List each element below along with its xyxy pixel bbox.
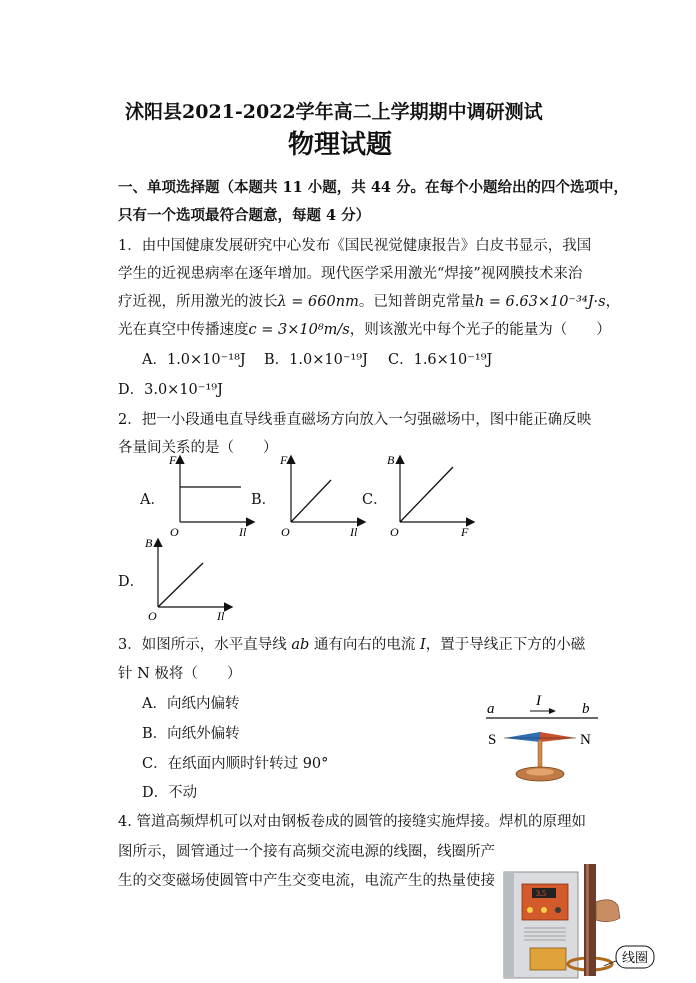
origin-label: O — [148, 609, 157, 623]
q2-graph-d — [143, 535, 238, 623]
q2-graph-a — [165, 452, 260, 540]
y-label: F — [280, 453, 288, 467]
graph-line — [400, 467, 453, 522]
q1-line4-b: ，则该激光中每个光子的能量为（ ） — [349, 322, 611, 338]
stand-base-top — [526, 769, 554, 776]
page-title-line2: 物理试题 — [288, 130, 393, 160]
q3-figure — [482, 690, 602, 790]
q1-line2: 学生的近视患病率在逐年增加。现代医学采用激光“焊接”视网膜技术来治 — [118, 266, 583, 282]
q4-line2: 图所示，圆管通过一个接有高频交流电源的线圈，线圈所产 — [118, 844, 495, 860]
q3-ab: ab — [291, 637, 310, 653]
q1-line3-c: ， — [605, 294, 621, 310]
y-label: F — [169, 453, 177, 467]
q4-figure — [500, 862, 660, 980]
needle-n-label: N — [580, 732, 591, 748]
q1-lambda: λ = 660nm — [277, 294, 359, 310]
wire-end-a: a — [487, 701, 495, 717]
section-heading-line2: 只有一个选项最符合题意，每题 4 分） — [118, 207, 371, 224]
q2-line2: 各量间关系的是（ ） — [118, 440, 278, 456]
wire-end-b: b — [582, 701, 590, 717]
coil-output — [530, 948, 566, 970]
q3-line1-b: 通有向右的电流 — [313, 637, 416, 653]
q3-option-b: B．向纸外偏转 — [142, 726, 240, 742]
origin-label: O — [170, 525, 179, 539]
q4-line3: 生的交变磁场使圆管中产生交变电流，电流产生的热量使接 — [118, 873, 495, 889]
needle-stand — [538, 740, 542, 770]
welder-side — [504, 872, 514, 978]
display-readout: 3.5 — [536, 889, 546, 898]
q1-line3-a: 疗近视，所用激光的波长 — [118, 294, 278, 310]
q1-line4-a: 光在真空中传播速度 — [118, 322, 249, 338]
q1-option-b: B．1.0×10⁻¹⁹J — [264, 352, 368, 368]
panel-knob-1 — [527, 907, 533, 913]
q1-line1: 1．由中国健康发展研究中心发布《国民视觉健康报告》白皮书显示，我国 — [118, 238, 592, 254]
q3-option-d: D．不动 — [142, 785, 198, 801]
q1-line4 — [118, 318, 611, 339]
q2-label-c: C． — [362, 492, 388, 508]
q1-c-value: c = 3×10⁸m/s — [248, 322, 350, 338]
q1-h-value: h = 6.63×10⁻³⁴J·s — [474, 294, 606, 310]
q3-line2: 针 N 极将（ ） — [118, 666, 242, 682]
pipe — [584, 864, 596, 976]
needle-n-half — [540, 732, 576, 742]
coil-label: 线圈 — [622, 950, 649, 965]
x-label: F — [461, 525, 469, 539]
graph-line — [158, 563, 203, 607]
y-label: B — [387, 453, 395, 467]
q3-option-c: C．在纸面内顺时针转过 90° — [142, 756, 329, 772]
hand — [596, 900, 620, 922]
q2-label-d: D． — [118, 574, 145, 590]
pipe-highlight — [586, 864, 589, 976]
panel-knob-2 — [541, 907, 547, 913]
x-label: Il — [239, 525, 247, 539]
q2-label-a: A． — [140, 492, 165, 508]
origin-label: O — [281, 525, 290, 539]
q1-line3-b: 。已知普朗克常量 — [358, 294, 475, 310]
q1-line3 — [118, 290, 620, 311]
panel-knob-3 — [555, 907, 561, 913]
current-label: I — [536, 693, 541, 709]
q2-graph-c — [385, 452, 480, 540]
origin-label: O — [390, 525, 399, 539]
graph-line — [291, 480, 331, 522]
needle-s-half — [504, 732, 540, 742]
q3-current: I — [420, 637, 426, 653]
q3-option-a: A．向纸内偏转 — [142, 696, 240, 712]
q2-graph-b — [276, 452, 371, 540]
q3-line1-c: ，置于导线正下方的小磁 — [425, 637, 586, 653]
q2-line1: 2．把一小段通电直导线垂直磁场方向放入一匀强磁场中，图中能正确反映 — [118, 412, 592, 428]
section-heading-line1: 一、单项选择题（本题共 11 小题，共 44 分。在每个小题给出的四个选项中， — [118, 179, 629, 196]
q1-option-c: C．1.6×10⁻¹⁹J — [388, 352, 493, 368]
q1-option-d: D．3.0×10⁻¹⁹J — [118, 382, 223, 398]
q3-line1-a: 3．如图所示，水平直导线 — [118, 637, 287, 653]
q1-option-a: A．1.0×10⁻¹⁸J — [142, 352, 246, 368]
q2-label-b: B． — [251, 492, 277, 508]
x-label: Il — [350, 525, 358, 539]
page-title-line1: 沭阳县2021-2022学年高二上学期期中调研测试 — [125, 101, 543, 123]
y-label: B — [145, 536, 153, 550]
needle-s-label: S — [488, 732, 497, 748]
q4-line1: 4. 管道高频焊机可以对由钢板卷成的圆管的接缝实施焊接。焊机的原理如 — [118, 814, 586, 830]
x-label: Il — [217, 609, 225, 623]
q3-line1 — [118, 633, 585, 654]
